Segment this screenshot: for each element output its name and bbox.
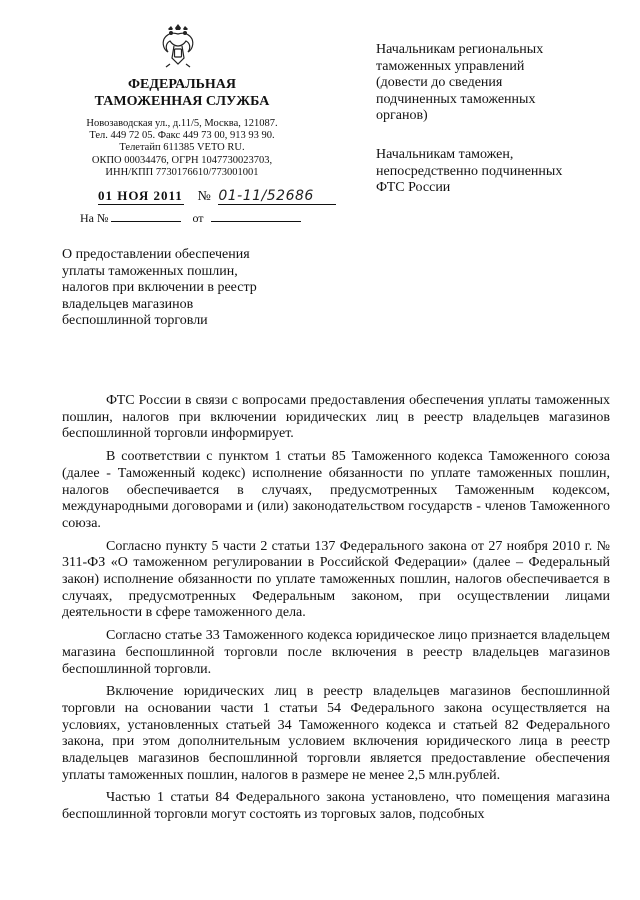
- address-line: Тел. 449 72 05. Факс 449 73 00, 913 93 90.: [89, 130, 275, 142]
- reference-from-label: от: [192, 211, 204, 225]
- registration-number-label: №: [197, 189, 211, 204]
- body-paragraph: Частью 1 статьи 84 Федерального закона установлено, что помещения магазина беспошлинной торговли могут состоять из торговых залов, подсобных: [62, 790, 610, 823]
- recipients-block-1: [376, 42, 606, 125]
- registration-line: [98, 188, 336, 205]
- russian-double-headed-eagle-icon: [158, 24, 198, 68]
- address-line: Телетайп 611385 VETO RU.: [119, 142, 245, 154]
- recipients-block-2: [376, 147, 606, 197]
- recipient-line: ФТС России: [376, 180, 451, 195]
- org-name-line2: ТАМОЖЕННАЯ СЛУЖБА: [94, 94, 270, 109]
- registration-date: 01 НОЯ 2011: [98, 188, 183, 203]
- body-paragraph: В соответствии с пунктом 1 статьи 85 Таможенного кодекса Таможенного союза (далее - Таможенный кодекс) исполнение обязанности по уплате таможенных пошлин, налогов обеспечивается в случаях, предусмотренных Таможенным кодексом, международными договорами и (или) законодательством государств - членов Таможенного союза.: [62, 449, 610, 531]
- org-name-line1: ФЕДЕРАЛЬНАЯ: [127, 77, 236, 92]
- reference-line: [80, 211, 301, 226]
- recipient-line: таможенных управлений: [376, 58, 525, 74]
- body-paragraph: ФТС России в связи с вопросами предоставления обеспечения уплаты таможенных пошлин, налогов при включении юридических лиц в реестр владельцев магазинов беспошлинной торговли информирует.: [62, 393, 610, 442]
- subject-line: налогов при включении в реестр: [62, 280, 257, 295]
- letter-body: [62, 393, 610, 830]
- recipient-line: (довести до сведения: [376, 75, 503, 90]
- recipient-line: подчиненных таможенных: [376, 91, 536, 107]
- recipient-line: органов): [376, 108, 428, 123]
- address-line: ИНН/КПП 7730176610/773001001: [105, 166, 259, 178]
- reference-date-blank: [211, 221, 301, 222]
- subject-line: владельцев магазинов: [62, 296, 194, 312]
- body-paragraph: Согласно пункту 5 части 2 статьи 137 Федерального закона от 27 ноября 2010 г. № 311-ФЗ «О таможенном регулировании в Российской Федерации» (далее – Федеральный закон) исполнение обязанности по уплате таможенных пошлин, налогов обеспечивается в случаях, предусмотренных Федеральным законом, при осуществлении лицами деятельности в сфере таможенного дела.: [62, 538, 610, 621]
- subject-line: беспошлинной торговли: [62, 313, 208, 328]
- address-line: Новозаводская ул., д.11/5, Москва, 121087.: [86, 118, 278, 129]
- subject-line: О предоставлении обеспечения: [62, 247, 250, 262]
- registration-number: 01-11/52686: [218, 188, 336, 205]
- recipient-line: Начальникам таможен,: [376, 147, 514, 162]
- address-line: ОКПО 00034476, ОГРН 1047730023703,: [91, 154, 273, 166]
- recipient-line: непосредственно подчиненных: [376, 163, 563, 179]
- reference-number-blank: [111, 221, 181, 222]
- body-paragraph: Согласно статье 33 Таможенного кодекса юридическое лицо признается владельцем магазина беспошлинной торговли после включения в реестр владельцев магазинов беспошлинной торговли.: [62, 628, 610, 677]
- body-paragraph: Включение юридических лиц в реестр владельцев магазинов беспошлинной торговли на основании части 1 статьи 54 Федерального закона осуществляется на условиях, установленных статьей 34 Таможенного кодекса и статьей 82 Федерального закона, при этом дополнительным условием включения юридического лица в реестр владельцев магазинов беспошлинной торговли является предоставление обеспечения уплаты таможенных пошлин, налогов в размере не менее 2,5 млн.рублей.: [62, 684, 610, 783]
- address-block: [60, 118, 304, 179]
- subject-line: уплаты таможенных пошлин,: [62, 263, 238, 279]
- letter-subject: [62, 247, 322, 330]
- recipient-line: Начальникам региональных: [376, 42, 544, 57]
- reference-label: На №: [80, 211, 109, 225]
